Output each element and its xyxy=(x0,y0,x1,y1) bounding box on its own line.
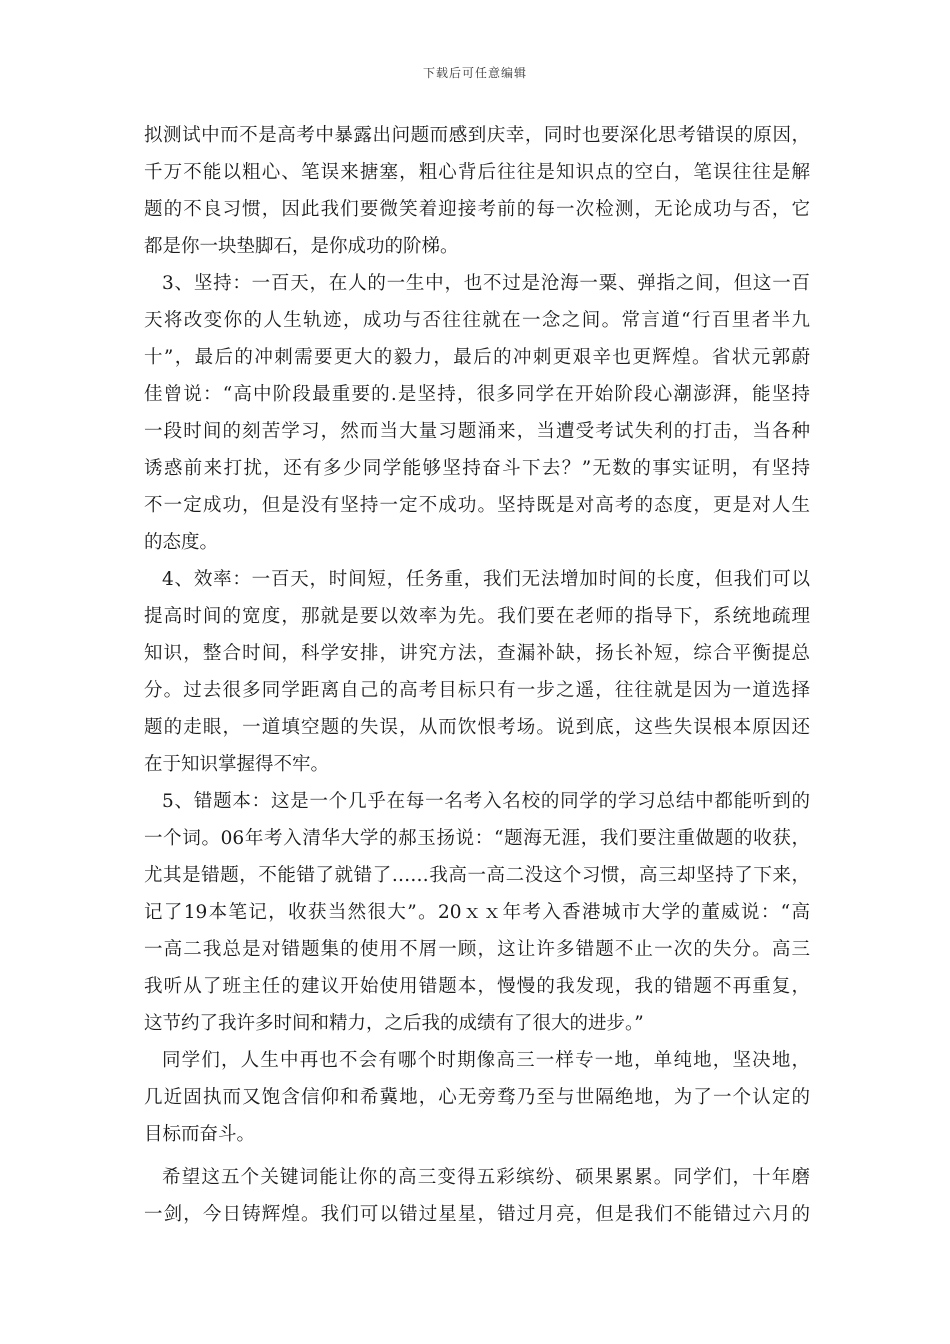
paragraph-line: 十”，最后的冲刺需要更大的毅力，最后的冲刺更艰辛也更辉煌。省状元郭蔚 xyxy=(144,347,810,368)
paragraph-line: 千万不能以粗心、笔误来搪塞，粗心背后往往是知识点的空白，笔误往往是解 xyxy=(144,162,810,183)
paragraph-line: 拟测试中而不是高考中暴露出问题而感到庆幸，同时也要深化思考错误的原因， xyxy=(144,125,810,146)
paragraph-line: 记了19本笔记，收获当然很大”。20ｘｘ年考入香港城市大学的董威说：“高 xyxy=(144,902,810,923)
paragraph-line: 天将改变你的人生轨迹，成功与否往往就在一念之间。常言道“行百里者半九 xyxy=(144,310,810,331)
paragraph-line: 目标而奋斗。 xyxy=(144,1124,256,1145)
paragraph-line: 几近固执而又饱含信仰和希冀地，心无旁骛乃至与世隔绝地，为了一个认定的 xyxy=(144,1087,810,1108)
paragraph-line: 尤其是错题，不能错了就错了……我高一高二没这个习惯，高三却坚持了下来， xyxy=(144,865,810,886)
paragraph-line: 同学们，人生中再也不会有哪个时期像高三一样专一地，单纯地，坚决地， xyxy=(162,1050,810,1071)
paragraph-line: 佳曾说：“高中阶段最重要的.是坚持，很多同学在开始阶段心潮澎湃，能坚持 xyxy=(144,384,810,405)
paragraph-line: 这节约了我许多时间和精力，之后我的成绩有了很大的进步。” xyxy=(144,1013,644,1034)
paragraph-line: 一高二我总是对错题集的使用不屑一顾，这让许多错题不止一次的失分。高三 xyxy=(144,939,810,960)
paragraph-line: 我听从了班主任的建议开始使用错题本，慢慢的我发现，我的错题不再重复， xyxy=(144,976,810,997)
paragraph-line: 一个词。06年考入清华大学的郝玉扬说：“题海无涯，我们要注重做题的收获， xyxy=(144,828,810,849)
paragraph-line: 5、错题本：这是一个几乎在每一名考入名校的同学的学习总结中都能听到的 xyxy=(162,791,810,812)
paragraph-line: 希望这五个关键词能让你的高三变得五彩缤纷、硕果累累。同学们，十年磨 xyxy=(162,1167,810,1188)
paragraph-line: 不一定成功，但是没有坚持一定不成功。坚持既是对高考的态度，更是对人生 xyxy=(144,495,810,516)
paragraph-line: 知识，整合时间，科学安排，讲究方法，查漏补缺，扬长补短，综合平衡提总 xyxy=(144,643,810,664)
paragraph-line: 题的走眼，一道填空题的失误，从而饮恨考场。说到底，这些失误根本原因还 xyxy=(144,717,810,738)
paragraph-line: 4、效率：一百天，时间短，任务重，我们无法增加时间的长度，但我们可以 xyxy=(162,569,810,590)
paragraph-line: 的态度。 xyxy=(144,532,219,553)
paragraph-line: 一剑，今日铸辉煌。我们可以错过星星，错过月亮，但是我们不能错过六月的 xyxy=(144,1204,810,1225)
paragraph-line: 在于知识掌握得不牢。 xyxy=(144,754,330,775)
paragraph-line: 分。过去很多同学距离自己的高考目标只有一步之遥，往往就是因为一道选择 xyxy=(144,680,810,701)
paragraph-line: 提高时间的宽度，那就是要以效率为先。我们要在老师的指导下，系统地疏理 xyxy=(144,606,810,627)
paragraph-line: 诱惑前来打扰，还有多少同学能够坚持奋斗下去？”无数的事实证明，有坚持 xyxy=(144,458,810,479)
paragraph-line: 题的不良习惯，因此我们要微笑着迎接考前的每一次检测，无论成功与否，它 xyxy=(144,199,810,220)
paragraph-line: 3、坚持：一百天，在人的一生中，也不过是沧海一粟、弹指之间，但这一百 xyxy=(162,273,810,294)
paragraph-line: 一段时间的刻苦学习，然而当大量习题涌来，当遭受考试失利的打击，当各种 xyxy=(144,421,810,442)
paragraph-line: 都是你一块垫脚石，是你成功的阶梯。 xyxy=(144,236,459,257)
page-header: 下载后可任意编辑 xyxy=(422,66,527,80)
document-body xyxy=(144,117,810,1233)
